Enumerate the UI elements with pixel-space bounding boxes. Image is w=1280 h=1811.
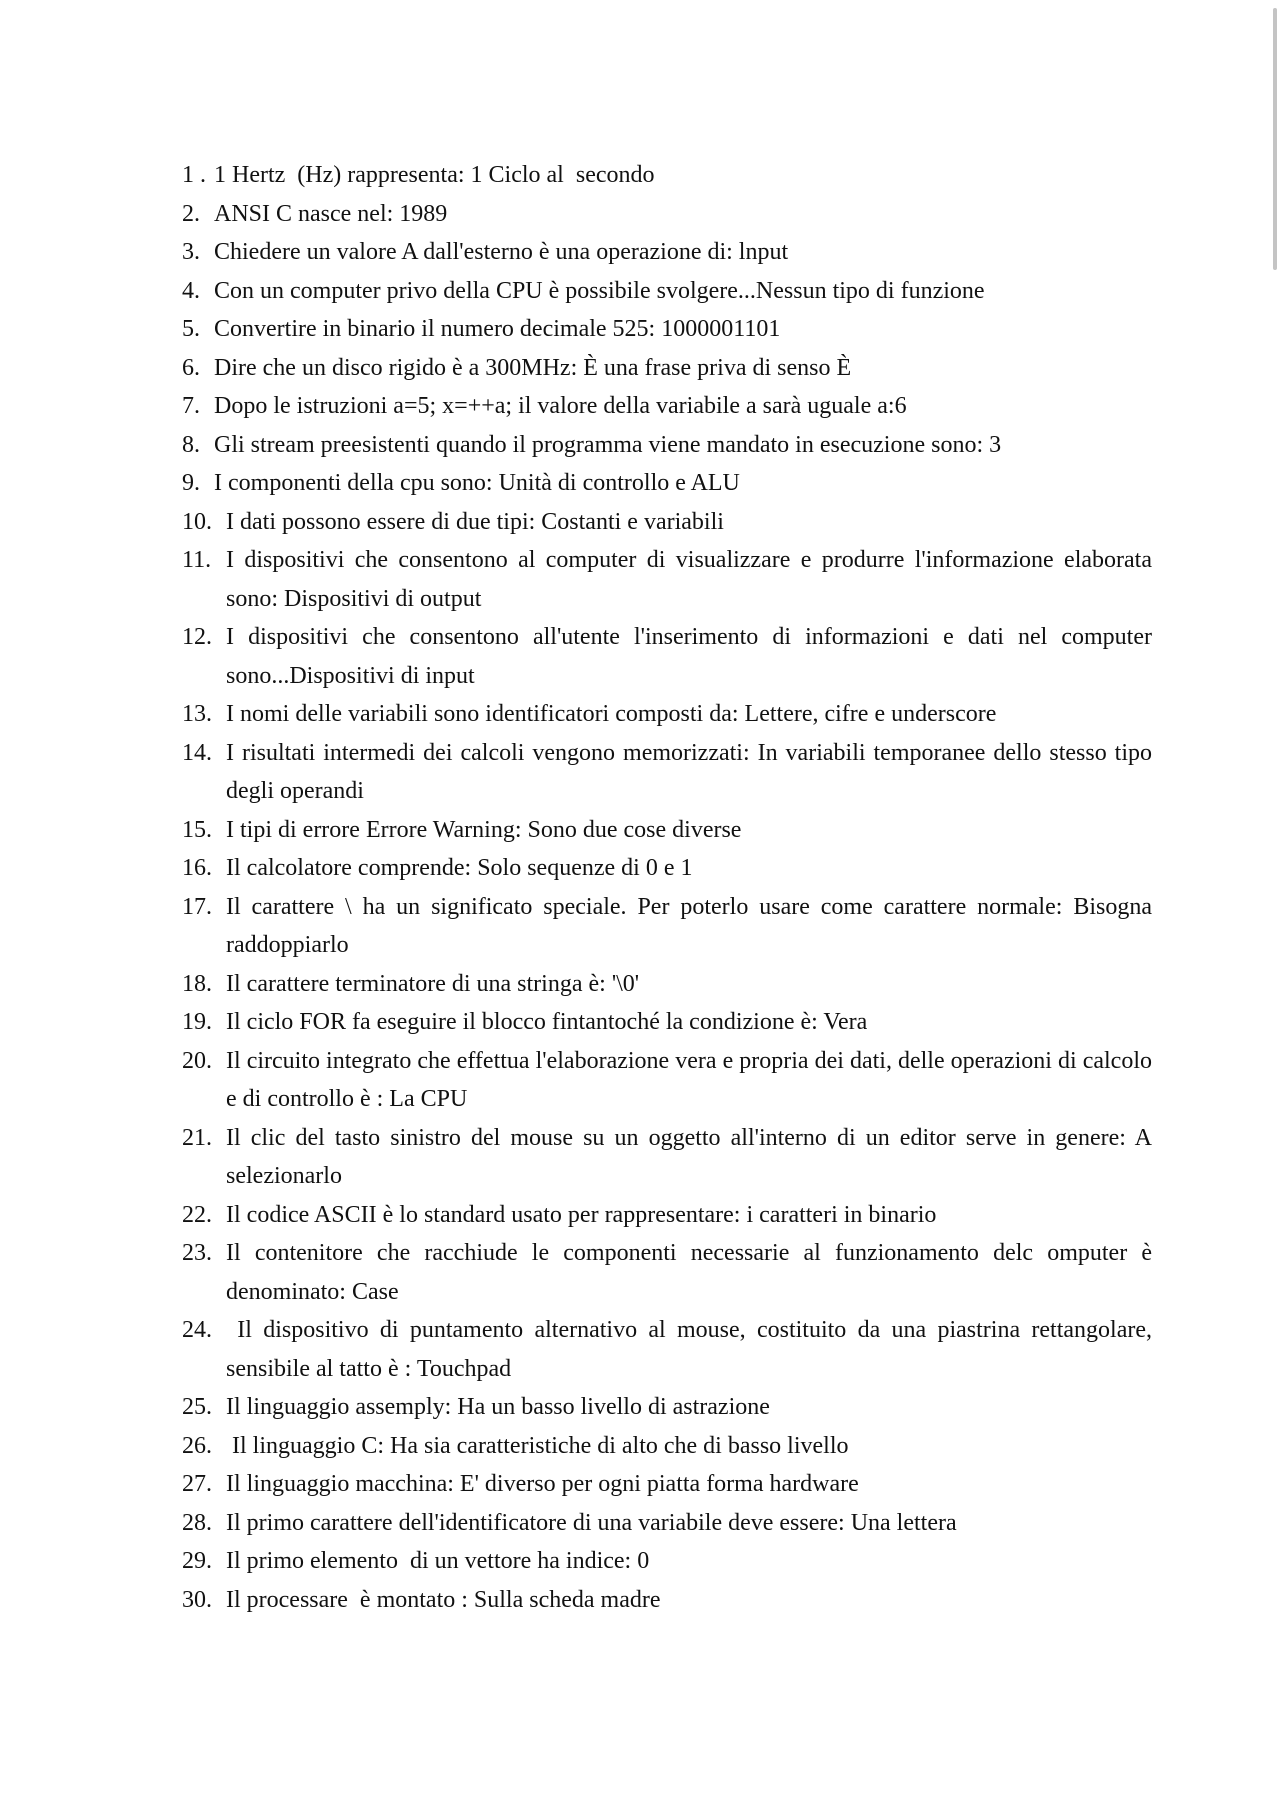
- item-text: ANSI C nasce nel: 1989: [214, 200, 448, 227]
- item-text: Dire che un disco rigido è a 300MHz: È una frase priva di senso È: [214, 354, 852, 381]
- list-item: [182, 695, 1152, 734]
- item-number: 17.: [182, 893, 212, 920]
- item-number: 12.: [182, 624, 212, 650]
- item-number: 23.: [182, 1240, 212, 1266]
- item-text: I dispositivi che consentono all'utente l'inserimento di informazioni e dati nel computer sono...Dispositivi di input: [226, 624, 1158, 689]
- item-text: Gli stream preesistenti quando il programma viene mandato in esecuzione sono: 3: [214, 431, 1002, 458]
- item-number: 1 .: [182, 162, 206, 188]
- list-item: [182, 849, 1152, 888]
- list-item: [182, 1196, 1152, 1235]
- item-number: 13.: [182, 701, 212, 727]
- item-number: 5.: [182, 316, 200, 342]
- item-text: Convertire in binario il numero decimale 525: 1000001101: [214, 316, 781, 342]
- list-item: [182, 965, 1152, 1004]
- item-number: 27.: [182, 1471, 212, 1497]
- list-item: [182, 195, 1152, 234]
- item-number: 19.: [182, 1009, 212, 1035]
- list-item: [182, 1427, 1152, 1466]
- question-answer-list: [182, 156, 1158, 1619]
- item-text: Il primo elemento di un vettore ha indice: 0: [226, 1548, 650, 1574]
- list-item: [182, 1003, 1152, 1042]
- item-text: Il linguaggio C: Ha sia caratteristiche di alto che di basso livello: [226, 1432, 849, 1459]
- list-item: [182, 1542, 1152, 1581]
- list-item: [182, 272, 1152, 311]
- item-text: Il processare è montato : Sulla scheda madre: [226, 1586, 661, 1613]
- item-text: Chiedere un valore A dall'esterno è una operazione di: lnput: [214, 239, 789, 265]
- item-number: 18.: [182, 970, 212, 997]
- item-number: 2.: [182, 200, 200, 227]
- item-text: Il linguaggio macchina: E' diverso per ogni piatta forma hardware: [226, 1471, 859, 1497]
- item-number: 15.: [182, 816, 212, 843]
- item-text: 1 Hertz (Hz) rappresenta: 1 Ciclo al secondo: [214, 162, 655, 188]
- item-text: Il carattere terminatore di una stringa è: '\0': [226, 970, 640, 997]
- list-item: [182, 1465, 1152, 1504]
- item-number: 9.: [182, 470, 200, 496]
- item-text: Il primo carattere dell'identificatore di una variabile deve essere: Una lettera: [226, 1509, 957, 1536]
- item-number: 20.: [182, 1047, 212, 1074]
- list-item: [182, 1311, 1158, 1388]
- item-number: 28.: [182, 1509, 212, 1536]
- item-text: Il codice ASCII è lo standard usato per rappresentare: i caratteri in binario: [226, 1201, 937, 1228]
- item-number: 29.: [182, 1548, 212, 1574]
- list-item: [182, 888, 1158, 965]
- list-item: [182, 1388, 1152, 1427]
- list-item: [182, 1119, 1158, 1196]
- item-text: Il circuito integrato che effettua l'elaborazione vera e propria dei dati, delle operazioni di calcolo e di controllo è : La CPU: [226, 1047, 1158, 1112]
- item-text: Il linguaggio assemply: Ha un basso livello di astrazione: [226, 1394, 770, 1420]
- item-number: 7.: [182, 393, 200, 419]
- item-text: I risultati intermedi dei calcoli vengono memorizzati: In variabili temporanee dello stesso tipo degli operandi: [226, 739, 1158, 804]
- item-text: Il ciclo FOR fa eseguire il blocco fintantoché la condizione è: Vera: [226, 1009, 868, 1035]
- list-item: [182, 233, 1152, 272]
- list-item: [182, 541, 1158, 618]
- list-item: [182, 426, 1152, 465]
- list-item: [182, 156, 1152, 195]
- item-text: I dati possono essere di due tipi: Costanti e variabili: [226, 508, 724, 535]
- item-text: Il carattere \ ha un significato speciale. Per poterlo usare come carattere normale: Bisogna raddoppiarlo: [226, 893, 1158, 958]
- item-number: 16.: [182, 855, 212, 881]
- item-number: 30.: [182, 1586, 212, 1613]
- item-text: Il dispositivo di puntamento alternativo al mouse, costituito da una piastrina rettangolare, sensibile al tatto è : Touchpad: [226, 1317, 1158, 1382]
- item-number: 25.: [182, 1394, 212, 1420]
- item-text: Il calcolatore comprende: Solo sequenze di 0 e 1: [226, 855, 693, 881]
- list-item: [182, 1042, 1158, 1119]
- list-item: [182, 387, 1152, 426]
- item-text: Dopo le istruzioni a=5; x=++a; il valore della variabile a sarà uguale a:6: [214, 393, 907, 419]
- list-item: [182, 310, 1152, 349]
- item-number: 11.: [182, 547, 212, 573]
- list-item: [182, 1234, 1158, 1311]
- item-text: Il contenitore che racchiude le componenti necessarie al funzionamento delc omputer è denominato: Case: [226, 1240, 1158, 1305]
- list-item: [182, 1581, 1152, 1620]
- item-number: 24.: [182, 1317, 212, 1343]
- scrollbar-thumb[interactable]: [1273, 8, 1277, 270]
- item-number: 8.: [182, 431, 200, 458]
- list-item: [182, 811, 1152, 850]
- list-item: [182, 1504, 1152, 1543]
- item-number: 22.: [182, 1201, 212, 1228]
- item-text: I componenti della cpu sono: Unità di controllo e ALU: [214, 470, 740, 496]
- list-item: [182, 618, 1158, 695]
- item-number: 4.: [182, 277, 200, 304]
- item-text: I tipi di errore Errore Warning: Sono due cose diverse: [226, 816, 742, 843]
- list-item: [182, 349, 1152, 388]
- item-number: 6.: [182, 354, 200, 381]
- item-number: 26.: [182, 1432, 212, 1459]
- item-number: 10.: [182, 508, 212, 535]
- item-text: Con un computer privo della CPU è possibile svolgere...Nessun tipo di funzione: [214, 277, 985, 304]
- item-number: 3.: [182, 239, 200, 265]
- list-item: [182, 503, 1152, 542]
- item-number: 21.: [182, 1124, 212, 1151]
- item-text: I dispositivi che consentono al computer di visualizzare e produrre l'informazione elaborata sono: Dispositivi di output: [226, 547, 1158, 612]
- list-item: [182, 464, 1152, 503]
- list-item: [182, 734, 1158, 811]
- item-text: I nomi delle variabili sono identificatori composti da: Lettere, cifre e underscore: [226, 701, 997, 727]
- vertical-scrollbar[interactable]: [1265, 0, 1280, 1811]
- item-number: 14.: [182, 739, 212, 766]
- item-text: Il clic del tasto sinistro del mouse su un oggetto all'interno di un editor serve in genere: A selezionarlo: [226, 1124, 1158, 1189]
